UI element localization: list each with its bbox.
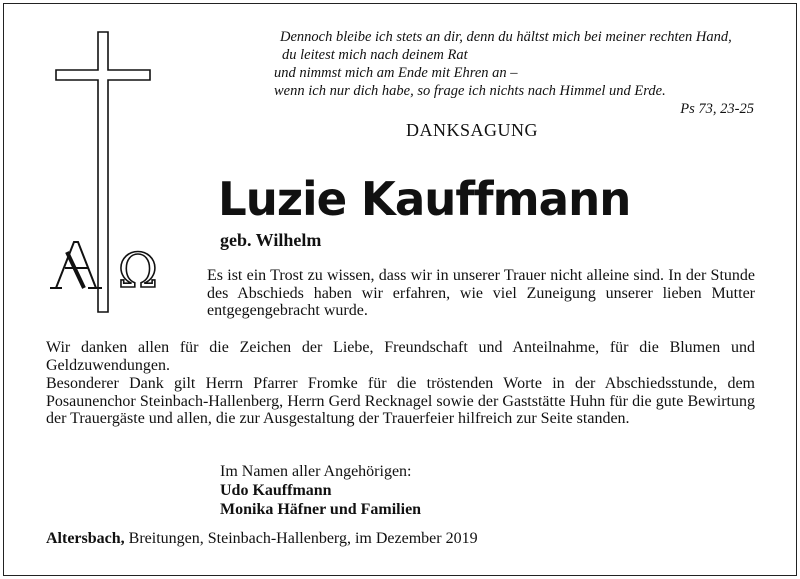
verse-line: du leitest mich nach deinem Rat: [282, 47, 468, 63]
signature-intro: Im Namen aller Angehörigen:: [220, 463, 412, 480]
alpha-letter: [50, 242, 102, 288]
deceased-name: Luzie Kauffmann: [218, 172, 631, 226]
verse-line: und nimmst mich am Ende mit Ehren an –: [274, 65, 518, 81]
paragraph-thanks: Wir danken allen für die Zeichen der Liebe, Freundschaft und Anteilnahme, für die Blumen und Geldzuwendungen.: [46, 339, 755, 374]
birth-name: geb. Wilhelm: [220, 230, 322, 250]
notice-heading: DANKSAGUNG: [406, 120, 539, 140]
paragraph-comfort: Es ist ein Trost zu wissen, dass wir in unserer Trauer nicht alleine sind. In der Stunde des Abschieds haben wir erfahren, wie viel Zuneigung unserer lieben Mutter entgegengebracht wurde.: [207, 267, 755, 319]
signature-block: [220, 462, 421, 519]
omega-letter: Ω: [118, 243, 158, 299]
verse-reference: Ps 73, 23-25: [680, 101, 754, 117]
bible-verse: [274, 28, 754, 118]
verse-line: Dennoch bleibe ich stets an dir, denn du hältst mich bei meiner rechten Hand,: [280, 29, 732, 45]
place-rest: Breitungen, Steinbach-Hallenberg, im Dezember 2019: [124, 530, 478, 547]
place-date: [46, 530, 478, 548]
paragraph-special-thanks: Besonderer Dank gilt Herrn Pfarrer Fromke für die tröstenden Worte in der Abschiedsstunde, dem Posaunenchor Steinbach-Hallenberg, Herrn Gerd Recknagel sowie der Gaststätte Huhn für die gute Bewirtung der Trauergäste und allen, die zur Ausgestaltung der Trauerfeier hilfreich zur Seite standen.: [46, 375, 755, 427]
verse-line: wenn ich nur dich habe, so frage ich nichts nach Himmel und Erde.: [274, 83, 666, 99]
signature-name: Monika Häfner und Familien: [220, 501, 422, 518]
place-main: Altersbach,: [46, 530, 125, 547]
cross-alpha-omega-icon: [38, 30, 178, 320]
signature-name: Udo Kauffmann: [220, 482, 332, 499]
